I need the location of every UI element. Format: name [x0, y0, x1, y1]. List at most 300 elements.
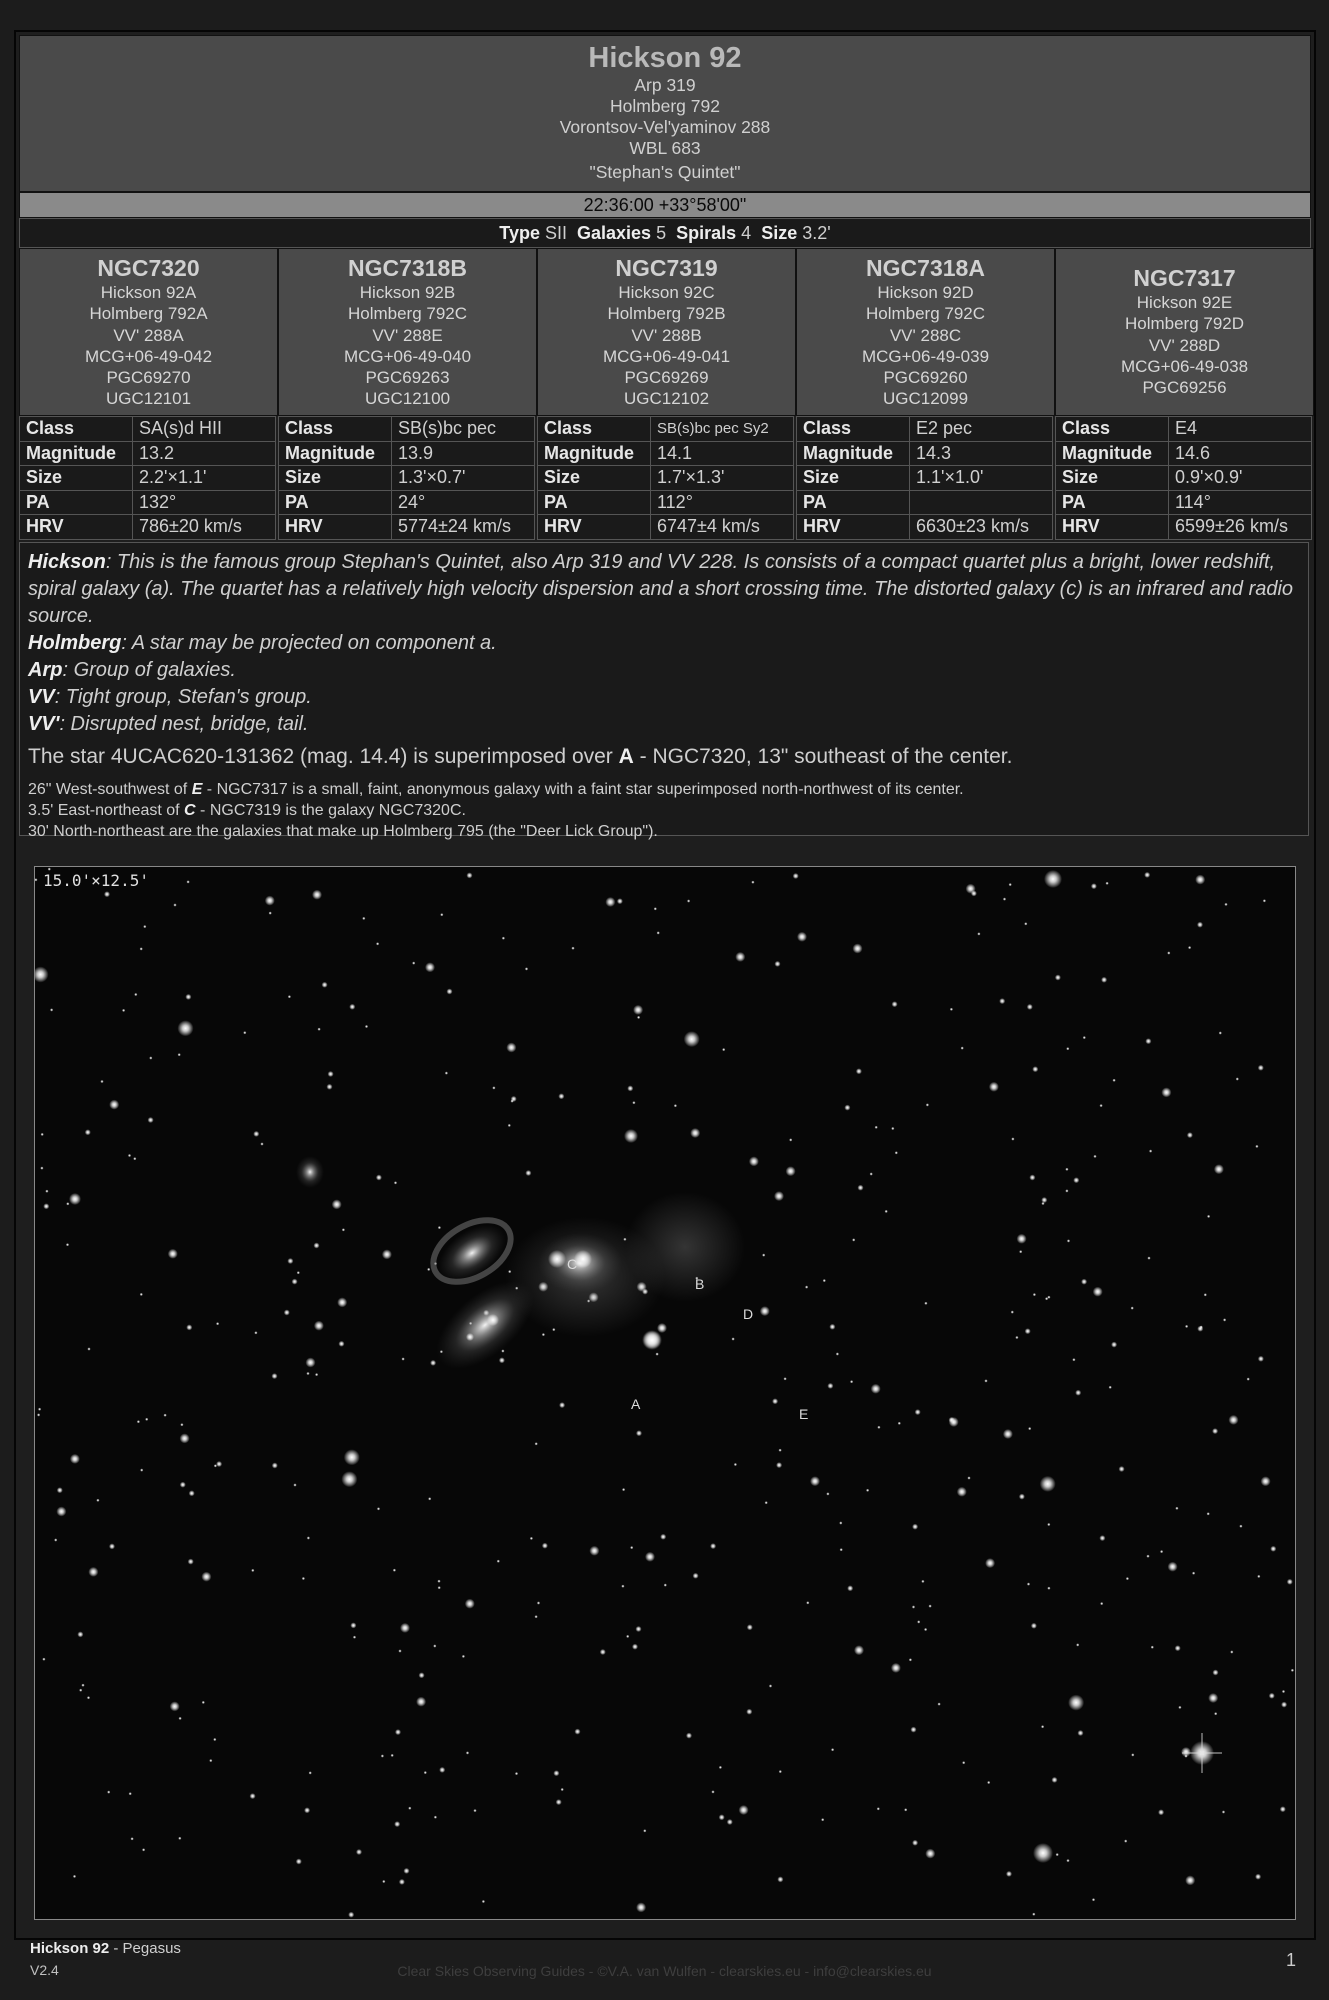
property-value: [910, 490, 1053, 515]
star: [272, 1373, 278, 1379]
star: [1029, 1175, 1035, 1181]
star: [50, 1008, 53, 1011]
vvp-label: VV': [28, 713, 60, 735]
star: [1207, 1215, 1210, 1218]
property-label: Size: [538, 466, 651, 491]
property-row: [279, 466, 535, 491]
star: [1204, 1293, 1207, 1296]
star: [1263, 899, 1266, 902]
holmberg-text: : A star may be projected on component a.: [121, 632, 497, 654]
star: [693, 1573, 699, 1579]
star: [1197, 922, 1203, 928]
star: [856, 1068, 862, 1074]
star: [1119, 1466, 1125, 1472]
star: [1106, 882, 1109, 885]
galaxy-alias: PGC69263: [365, 368, 450, 388]
property-label: Class: [797, 417, 910, 442]
star: [558, 1093, 564, 1099]
star: [789, 1138, 792, 1141]
star: [877, 1807, 880, 1810]
star: [327, 1084, 333, 1090]
star: [1255, 1874, 1261, 1880]
star: [296, 1859, 302, 1865]
star: [394, 1181, 397, 1184]
star: [1081, 1279, 1087, 1285]
star: [66, 1202, 69, 1205]
star: [128, 1154, 131, 1157]
galaxy-alias: Hickson 92D: [877, 283, 974, 302]
star: [1011, 1137, 1014, 1140]
star: [690, 1128, 700, 1138]
note-north-northeast: 30' North-northeast are the galaxies that make up Holmberg 795 (the "Deer Lick Group").: [28, 823, 658, 840]
galaxy-alias: MCG+06-49-040: [343, 346, 472, 366]
star: [559, 1402, 565, 1408]
star: [1047, 1587, 1050, 1590]
star: [180, 1482, 186, 1488]
star: [711, 1790, 714, 1793]
star: [1076, 1643, 1079, 1646]
star: [253, 1131, 259, 1137]
star: [40, 1167, 43, 1170]
star: [850, 1380, 853, 1383]
galaxy-properties: [796, 416, 1053, 540]
star: [1255, 1145, 1258, 1148]
star: [109, 1100, 119, 1110]
star: [143, 925, 146, 928]
star: [877, 1426, 880, 1429]
star: [847, 1585, 853, 1591]
star: [430, 1360, 436, 1366]
star: [858, 1185, 864, 1191]
property-value: 14.1: [651, 441, 794, 466]
star: [1214, 1164, 1224, 1174]
star: [1041, 1197, 1047, 1203]
property-label: HRV: [538, 515, 651, 540]
star: [746, 1709, 752, 1715]
star: [1052, 1777, 1058, 1783]
property-value: E2 pec: [910, 417, 1053, 442]
star: [915, 1409, 921, 1415]
star: [633, 1005, 643, 1015]
star: [393, 1569, 396, 1572]
star: [66, 1243, 69, 1246]
star: [722, 1048, 725, 1051]
galaxy-alias: Holmberg 792C: [865, 304, 986, 324]
star: [1175, 1645, 1181, 1651]
property-value: 1.7'×1.3': [651, 466, 794, 491]
star: [201, 1572, 211, 1582]
galaxy-alias: Hickson 92C: [618, 283, 715, 302]
star: [1100, 1104, 1103, 1107]
star: [632, 1101, 635, 1104]
star: [687, 899, 690, 902]
star: [170, 1701, 180, 1711]
star: [284, 1310, 290, 1316]
galaxy-column: [19, 248, 278, 416]
star: [467, 872, 473, 878]
star: [416, 1697, 426, 1707]
star: [376, 942, 379, 945]
galaxy-alias: PGC69270: [106, 368, 191, 388]
property-row: [538, 441, 794, 466]
star: [1124, 1840, 1127, 1843]
star: [314, 1243, 320, 1249]
star: [734, 1463, 737, 1466]
star: [1056, 1853, 1059, 1856]
galaxy-alias: PGC69256: [1142, 378, 1227, 398]
star: [1092, 1898, 1095, 1901]
star: [895, 1151, 898, 1154]
property-label: Magnitude: [20, 441, 133, 466]
star: [797, 932, 807, 942]
property-value: 786±20 km/s: [133, 515, 276, 540]
star: [131, 1837, 134, 1840]
star: [962, 1761, 965, 1764]
property-row: [1056, 417, 1312, 442]
property-value: 14.3: [910, 441, 1053, 466]
star: [1027, 1004, 1033, 1010]
star: [840, 1548, 843, 1551]
star: [427, 1268, 430, 1271]
star: [497, 1560, 500, 1563]
star: [686, 1733, 692, 1739]
star-note-post: - NGC7320, 13" southeast of the center.: [633, 745, 1013, 768]
star: [398, 1649, 401, 1652]
group-nickname: "Stephan's Quintet": [589, 162, 741, 182]
star: [1033, 1293, 1036, 1296]
star: [438, 1586, 441, 1589]
coordinates-bar: 22:36:00 +33°58'00": [19, 192, 1311, 218]
star: [1281, 1702, 1287, 1708]
star: [776, 1462, 782, 1468]
star: [1032, 1913, 1035, 1916]
property-value: 6630±23 km/s: [910, 515, 1053, 540]
star: [188, 1559, 194, 1565]
star: [1003, 898, 1006, 901]
star: [626, 1635, 629, 1638]
star: [1261, 1476, 1271, 1486]
property-label: HRV: [20, 515, 133, 540]
property-row: [1056, 441, 1312, 466]
star: [250, 1793, 256, 1799]
star: [402, 1357, 405, 1360]
star: [395, 1729, 401, 1735]
star: [1287, 1579, 1293, 1585]
star: [424, 1771, 427, 1774]
star: [989, 1082, 999, 1092]
property-label: Class: [20, 417, 133, 442]
star: [535, 1615, 538, 1618]
property-label: PA: [279, 490, 392, 515]
star: [1025, 1328, 1031, 1334]
star: [142, 1848, 145, 1851]
star: [571, 947, 574, 950]
star: [79, 1689, 82, 1692]
galaxy-alias: Hickson 92E: [1136, 293, 1233, 312]
star: [926, 1103, 929, 1106]
star: [1223, 1318, 1226, 1321]
property-row: [20, 490, 276, 515]
property-label: Magnitude: [797, 441, 910, 466]
star: [627, 1085, 633, 1091]
star: [831, 1748, 834, 1751]
star: [508, 1124, 511, 1127]
property-label: PA: [20, 490, 133, 515]
star: [664, 1584, 667, 1587]
star: [891, 1127, 894, 1130]
star: [1078, 1730, 1084, 1736]
star: [1091, 883, 1097, 889]
star: [535, 1442, 538, 1445]
group-title: Hickson 92: [588, 42, 742, 74]
star: [1028, 1427, 1031, 1430]
star: [332, 1199, 342, 1209]
star: [938, 1703, 941, 1706]
star: [400, 1623, 410, 1633]
property-row: [797, 466, 1053, 491]
property-value: 14.6: [1169, 441, 1312, 466]
property-label: PA: [1056, 490, 1169, 515]
star: [54, 1538, 57, 1541]
star: [428, 1497, 431, 1500]
star: [966, 884, 976, 894]
label-c: C: [567, 1256, 578, 1272]
star: [719, 1766, 722, 1769]
star: [1291, 1669, 1294, 1672]
star: [1017, 1234, 1027, 1244]
star: [312, 890, 322, 900]
star: [318, 1028, 321, 1031]
star: [727, 1819, 733, 1825]
field-of-view: 15.0'×12.5': [43, 871, 149, 890]
group-alias: Vorontsov-Vel'yaminov 288: [559, 117, 771, 137]
star: [636, 1626, 642, 1632]
star: [1239, 1525, 1242, 1528]
star: [287, 1258, 293, 1264]
star: [924, 1628, 927, 1631]
star: [178, 1837, 181, 1840]
star: [987, 1781, 990, 1784]
galaxy-e: [642, 1330, 662, 1350]
star: [1055, 975, 1061, 981]
star: [180, 1433, 190, 1443]
spirals-label: Spirals: [676, 223, 737, 243]
star: [341, 1471, 357, 1487]
property-label: Size: [797, 466, 910, 491]
star: [1185, 1875, 1195, 1885]
type-label: Type: [499, 223, 540, 243]
star: [1068, 1695, 1084, 1711]
star: [1006, 1871, 1012, 1877]
star: [826, 1492, 829, 1495]
star: [1219, 1031, 1222, 1034]
star: [216, 1461, 222, 1467]
vv-label: VV: [28, 686, 55, 708]
star: [786, 1166, 796, 1176]
group-alias: Arp 319: [634, 75, 696, 95]
property-value: SB(s)bc pec Sy2: [651, 417, 794, 442]
property-value: 24°: [392, 490, 535, 515]
star: [636, 1902, 646, 1912]
star: [1144, 872, 1150, 878]
property-value: 112°: [651, 490, 794, 515]
holmberg-label: Holmberg: [28, 632, 122, 654]
star: [793, 873, 799, 879]
star: [719, 1814, 725, 1820]
star: [314, 1321, 324, 1331]
star: [1032, 1066, 1038, 1072]
star: [751, 881, 754, 884]
star: [775, 961, 781, 967]
galaxy-alias: UGC12102: [623, 389, 710, 409]
star: [1009, 883, 1012, 886]
star: [408, 1807, 411, 1810]
star: [643, 1829, 646, 1832]
galaxy-column: [796, 248, 1055, 416]
star: [525, 967, 528, 970]
star: [530, 1537, 533, 1540]
property-row: [1056, 515, 1312, 540]
star: [852, 1238, 855, 1241]
star: [87, 1696, 90, 1699]
star: [307, 1536, 310, 1539]
footer-credit: Clear Skies Observing Guides - ©V.A. van Wulfen - clearskies.eu - info@clearskies.eu: [397, 1963, 932, 1979]
star: [917, 1620, 920, 1623]
star: [1111, 1342, 1117, 1348]
property-row: [279, 515, 535, 540]
star: [774, 1191, 784, 1201]
galaxy-alias: VV' 288E: [372, 325, 443, 345]
star: [765, 1501, 768, 1504]
star: [600, 1649, 606, 1655]
page-number: 1: [1286, 1950, 1297, 1970]
star: [827, 1383, 833, 1389]
galaxy-alias: PGC69260: [883, 368, 968, 388]
star: [537, 1601, 540, 1604]
property-row: [20, 441, 276, 466]
star: [525, 1170, 531, 1176]
star: [589, 1546, 599, 1556]
star: [350, 1622, 356, 1628]
star: [382, 1880, 385, 1883]
galaxy-properties: [1055, 416, 1312, 540]
star: [739, 1805, 749, 1815]
star: [179, 1717, 182, 1720]
background-galaxy: [296, 1156, 324, 1188]
star: [499, 1357, 505, 1363]
star: [561, 1788, 564, 1791]
property-value: 0.9'×0.9': [1169, 466, 1312, 491]
star: [912, 1840, 918, 1846]
galaxy-alias: VV' 288C: [889, 325, 962, 345]
star: [148, 1117, 154, 1123]
star: [1072, 1358, 1075, 1361]
star: [1073, 1177, 1079, 1183]
star: [344, 1449, 360, 1465]
holmberg-note: [28, 630, 1300, 657]
star: [1213, 1670, 1219, 1676]
vv-note: [28, 684, 1300, 711]
hickson-note: [28, 549, 1300, 630]
galaxy-alias: Hickson 92B: [359, 283, 456, 302]
star: [636, 1430, 642, 1436]
star: [187, 880, 190, 883]
star: [437, 1580, 440, 1583]
property-row: [20, 417, 276, 442]
star: [356, 1849, 362, 1855]
star: [1160, 1550, 1163, 1553]
star: [732, 1337, 735, 1340]
star: [630, 1546, 633, 1549]
star: [1047, 1523, 1050, 1526]
galaxies-value: 5: [656, 223, 667, 243]
star: [1247, 1378, 1250, 1381]
galaxy-name: NGC7320: [97, 255, 200, 281]
type-value: SII: [544, 223, 567, 243]
property-label: Class: [538, 417, 651, 442]
property-label: HRV: [1056, 515, 1169, 540]
galaxy-alias: MCG+06-49-038: [1120, 356, 1249, 376]
star: [760, 1306, 770, 1316]
star: [735, 952, 745, 962]
star: [710, 1543, 716, 1549]
galaxy-alias: UGC12100: [364, 389, 451, 409]
group-header: [19, 35, 1311, 192]
footer-object-name: Hickson 92: [30, 1940, 110, 1957]
star: [684, 1031, 700, 1047]
star: [854, 1645, 864, 1655]
star: [309, 1771, 312, 1774]
star: [168, 1249, 178, 1259]
star: [912, 1524, 918, 1530]
star: [836, 1352, 839, 1355]
property-value: E4: [1169, 417, 1312, 442]
star: [70, 1454, 80, 1464]
star: [542, 1333, 545, 1336]
star: [810, 1476, 820, 1486]
star: [42, 1658, 45, 1661]
property-value: 1.1'×1.0': [910, 466, 1053, 491]
star: [87, 1347, 90, 1350]
star: [1045, 1297, 1048, 1300]
star: [1149, 1150, 1152, 1153]
star: [107, 1791, 110, 1794]
star: [875, 1126, 878, 1129]
label-b: B: [695, 1276, 705, 1292]
note1-pre: 26" West-southwest of: [28, 781, 192, 798]
star: [1185, 1325, 1188, 1328]
star: [180, 1423, 183, 1426]
star: [425, 962, 435, 972]
star: [145, 1418, 148, 1421]
star: [104, 891, 110, 897]
star: [660, 1534, 666, 1540]
star: [302, 1577, 305, 1580]
star: [1208, 1693, 1218, 1703]
star: [38, 1408, 41, 1411]
property-row: [279, 441, 535, 466]
property-label: HRV: [797, 515, 910, 540]
star: [438, 1226, 441, 1229]
star: [1075, 1390, 1081, 1396]
star: [269, 912, 272, 915]
star: [189, 1490, 195, 1496]
property-row: [1056, 466, 1312, 491]
property-row: [538, 515, 794, 540]
star: [654, 907, 657, 910]
property-label: HRV: [279, 515, 392, 540]
star: [140, 947, 143, 950]
